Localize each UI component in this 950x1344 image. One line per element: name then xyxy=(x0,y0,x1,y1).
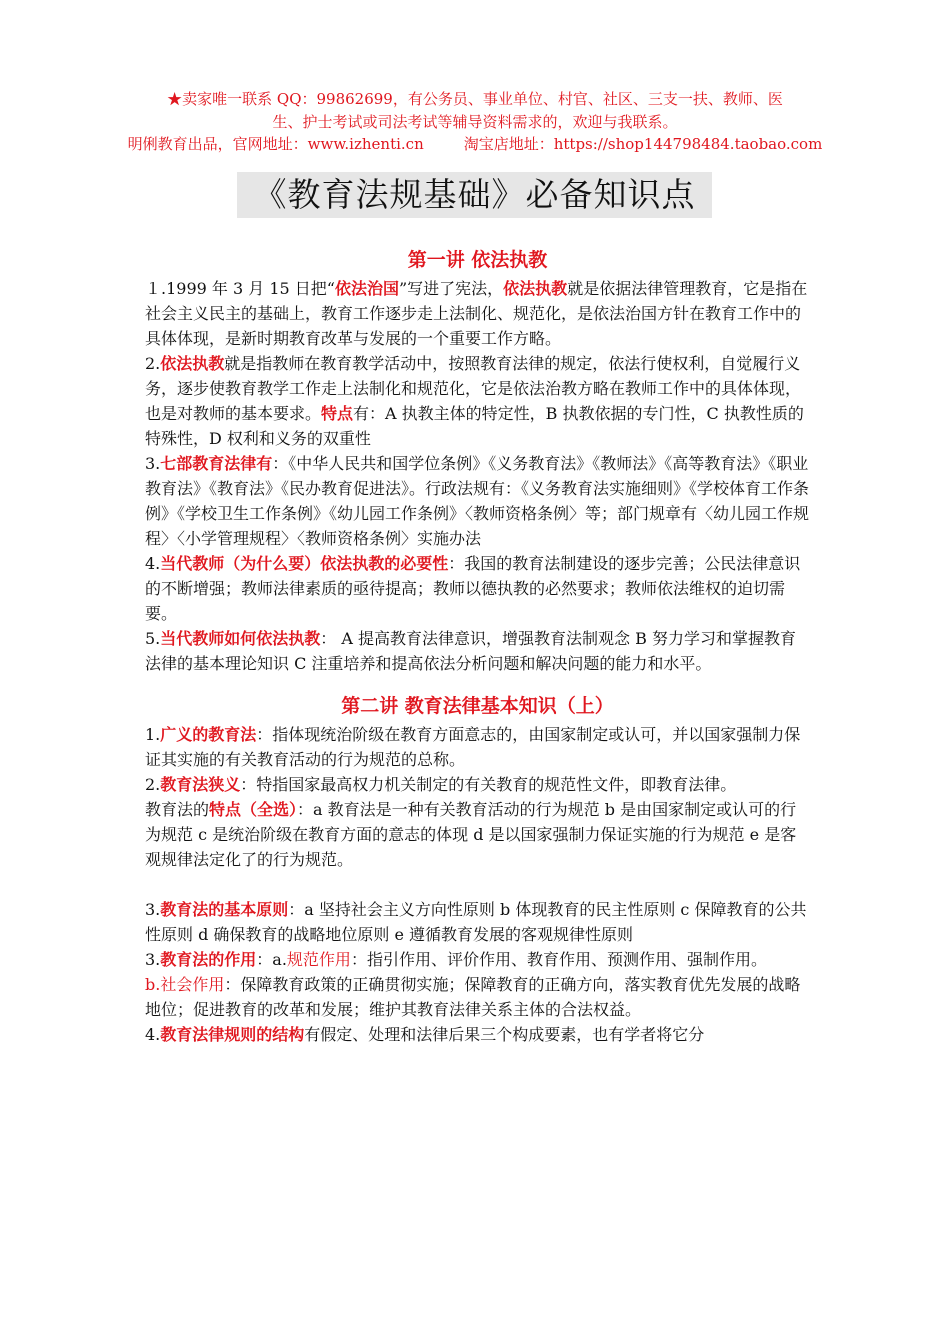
section-2-paragraph-7: 4.教育法律规则的结构有假定、处理和法律后果三个构成要素，也有学者将它分 xyxy=(145,1025,705,1044)
section-2-paragraph-4: 3.教育法的基本原则：a 坚持社会主义方向性原则 b 体现教育的民主性原则 c 保障教育的公共性原则 d 确保教育的战略地位原则 e 遵循教育发展的客观规律性原则 xyxy=(145,900,807,944)
section-1-paragraph-5: 5.当代教师如何依法执教： A 提高教育法律意识，增强教育法制观念 B 努力学习和掌握教育法律的基本理论知识 C 注重培养和提高依法分析问题和解决问题的能力和水平。 xyxy=(145,629,796,673)
section-1-paragraph-3: 3.七部教育法律有：《中华人民共和国学位条例》《义务教育法》《教师法》《高等教育法》《职业教育法》《教育法》《民办教育促进法》。行政法规有：《义务教育法实施细则》《学校体育工作条例》《学校卫生工作条例》《幼儿园工作条例》〈教师资格条例〉等；部门规章有〈幼儿园工作规程〉〈小学管理规程〉〈教师资格条例〉实施办法 xyxy=(145,454,810,548)
section-1-paragraph-4: 4.当代教师（为什么要）依法执教的必要性：我国的教育法制建设的逐步完善；公民法律意识的不断增强；教师法律素质的亟待提高；教师以德执教的必然要求；教师依法维权的迫切需要。 xyxy=(145,554,801,623)
section-1-title: 第一讲 依法执教 xyxy=(407,249,548,271)
section-2-title: 第二讲 教育法律基本知识（上） xyxy=(341,695,614,717)
header-shop-address[interactable]: 淘宝店地址：https://shop144798484.taobao.com xyxy=(463,135,823,153)
section-1-paragraph-2: 2.依法执教就是指教师在教育教学活动中，按照教育法律的规定，依法行使权利，自觉履行义务，逐步使教育教学工作走上法制化和规范化，它是依法治教方略在教师工作中的具体体现，也是对教师的基本要求。特点有：A 执教主体的特定性，B 执教依据的专门性，C 执教性质的特殊性，D 权利和义务的双重性 xyxy=(145,354,804,448)
header-website[interactable]: 明俐教育出品，官网地址：www.izhenti.cn xyxy=(127,135,424,153)
section-2-paragraph-6: b.社会作用：保障教育政策的正确贯彻实施；保障教育的正确方向，落实教育优先发展的战略地位；促进教育的改革和发展；维护其教育法律关系主体的合法权益。 xyxy=(145,975,801,1019)
section-2-paragraph-1: 1.广义的教育法：指体现统治阶级在教育方面意志的，由国家制定或认可，并以国家强制力保证其实施的有关教育活动的行为规范的总称。 xyxy=(145,725,801,769)
document-body xyxy=(145,244,810,1047)
header-website-line xyxy=(120,133,830,154)
section-2-paragraph-5: 3.教育法的作用：a.规范作用：指引作用、评价作用、教育作用、预测作用、强制作用。 xyxy=(145,950,767,969)
section-1-paragraph-1: １.1999 年 3 月 15 日把“依法治国”写进了宪法，依法执教就是依据法律管理教育，它是指在社会主义民主的基础上，教育工作逐步走上法制化、规范化，是依法治国方针在教育工作中的具体体现，是新时期教育改革与发展的一个重要工作方略。 xyxy=(145,279,808,348)
section-2-paragraph-2: 2.教育法狭义：特指国家最高权力机关制定的有关教育的规范性文件，即教育法律。 xyxy=(145,775,737,794)
header-contact-line-2: 生、护士考试或司法考试等辅导资料需求的，欢迎与我联系。 xyxy=(272,113,678,131)
document-title: 《教育法规基础》必备知识点 xyxy=(253,175,696,214)
header-contact-line-1: ★卖家唯一联系 QQ：99862699，有公务员、事业单位、村官、社区、三支一扶、教师、医 xyxy=(167,90,783,108)
section-2-paragraph-3: 教育法的特点（全选）：a 教育法是一种有关教育活动的行为规范 b 是由国家制定或认可的行为规范 c 是统治阶级在教育方面的意志的体现 d 是以国家强制力保证实施的行为规范 e 是客观规律法定化了的行为规范。 xyxy=(145,800,797,869)
